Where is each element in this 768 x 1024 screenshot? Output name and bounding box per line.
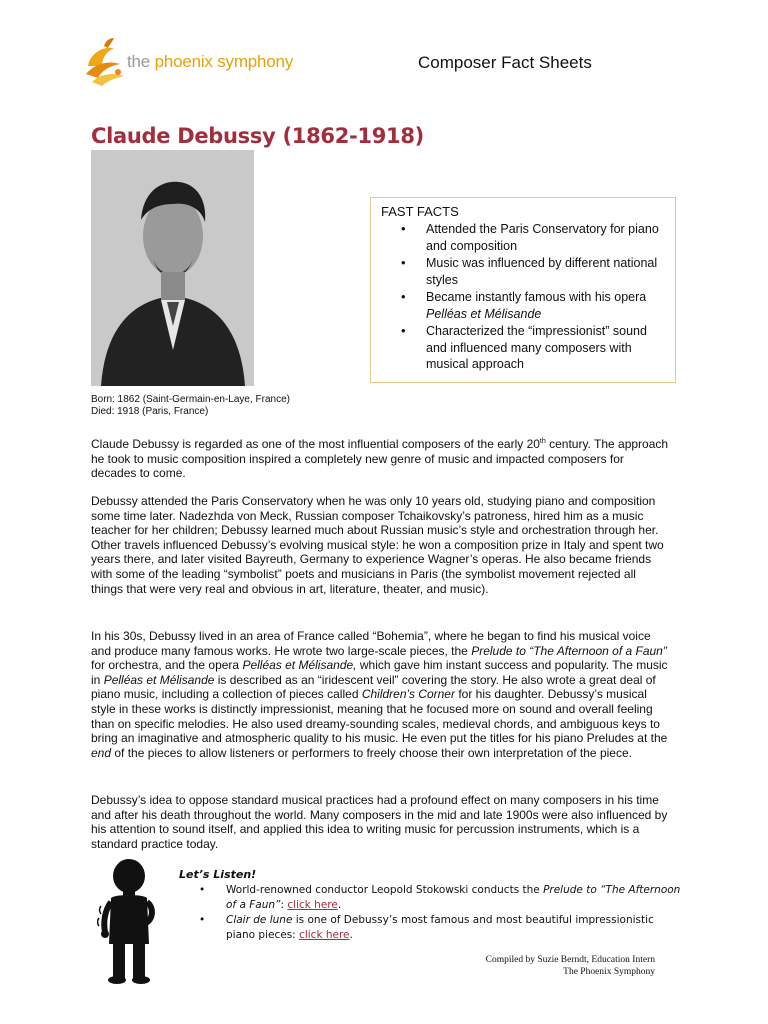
listen-list (195, 883, 686, 943)
phoenix-bird-icon (86, 38, 124, 86)
lets-listen-title: Let’s Listen! (179, 868, 257, 881)
listen-item-stokowski: • World-renowned conductor Leopold Stokowski conducts the Prelude to “The Afternoon of a Faun”: click here. (226, 883, 686, 913)
credit-compiled-by: Compiled by Suzie Berndt, Education Intern (485, 955, 655, 965)
header-title: Composer Fact Sheets (418, 53, 592, 72)
listen-item-clair-de-lune: • Clair de lune is one of Debussy’s most famous and most beautiful impressionistic piano pieces: click here. (226, 913, 686, 943)
fast-fact-item: • Attended the Paris Conservatory for piano and composition (426, 221, 665, 254)
logo-wordmark: the phoenix symphony (127, 52, 294, 71)
died-info: Died: 1918 (Paris, France) (91, 406, 209, 417)
click-here-link[interactable]: click here (287, 899, 338, 911)
click-here-link[interactable]: click here (299, 929, 350, 941)
education-paragraph: Debussy attended the Paris Conservatory when he was only 10 years old, studying piano and composition some time later. Nadezhda von Meck, Russian composer Tchaikovsky’s patroness, hired him as a music teacher for her children; Debussy learned much about Russian music’s style and orchestration through her. Other travels influenced Debussy’s evolving musical style: he won a composition prize in Italy and spent two years there, and later visited Bayreuth, Germany to experience Wagner’s operas. He also became friends with some of the leading “symbolist” poets and musicians in Paris (the symbolist movement rejected all things that were very real and obvious in art, literature, theater, and music). (91, 494, 664, 596)
listener-silhouette-icon (97, 858, 159, 984)
fast-fact-item: • Music was influenced by different national styles (426, 255, 665, 288)
fast-fact-item: • Became instantly famous with his opera Pelléas et Mélisande (426, 289, 665, 322)
born-info: Born: 1862 (Saint-Germain-en-Laye, France) (91, 394, 290, 405)
portrait-photo (91, 150, 254, 386)
composer-title: Claude Debussy (1862-1918) (91, 124, 424, 148)
fast-facts-title: FAST FACTS (381, 204, 459, 219)
fast-fact-item: • Characterized the “impressionist” sound and influenced many composers with musical approach (426, 323, 665, 373)
credit-organization: The Phoenix Symphony (563, 967, 655, 977)
intro-paragraph: Claude Debussy is regarded as one of the most influential composers of the early 20th century. The approach he took to music composition inspired a completely new genre of music and impacted composers for decades to come. (91, 437, 669, 481)
fast-facts-list (381, 221, 665, 373)
legacy-paragraph: Debussy’s idea to oppose standard musical practices had a profound effect on many composers in his time and after his death throughout the world. Many composers in the mid and late 1900s were also influenced by his attention to sound itself, and applied this idea to writing music for percussion instruments, which is a standard practice today. (91, 793, 668, 851)
fast-facts-box (370, 197, 676, 383)
works-paragraph: In his 30s, Debussy lived in an area of France called “Bohemia”, where he began to find his musical voice and produce many famous works. He wrote two large-scale pieces, the Prelude to “The Afternoon of a Faun” for orchestra, and the opera Pelléas et Mélisande, which gave him instant success and popularity. The music in Pelléas et Mélisande is described as an “iridescent veil” covering the story. He also wrote a great deal of piano music, including a collection of pieces called Children’s Corner for his daughter. Debussy’s musical style in these works is distinctly impressionist, meaning that he focused more on sound and overall feeling than on specific melodies. He also used dreamy-sounding scales, medieval chords, and ambiguous keys to bring an imaginative and atmospheric quality to his music. He even put the titles for his piano Preludes at the end of the pieces to allow listeners or performers to freely choose their own interpretation of the piece. (91, 629, 668, 760)
